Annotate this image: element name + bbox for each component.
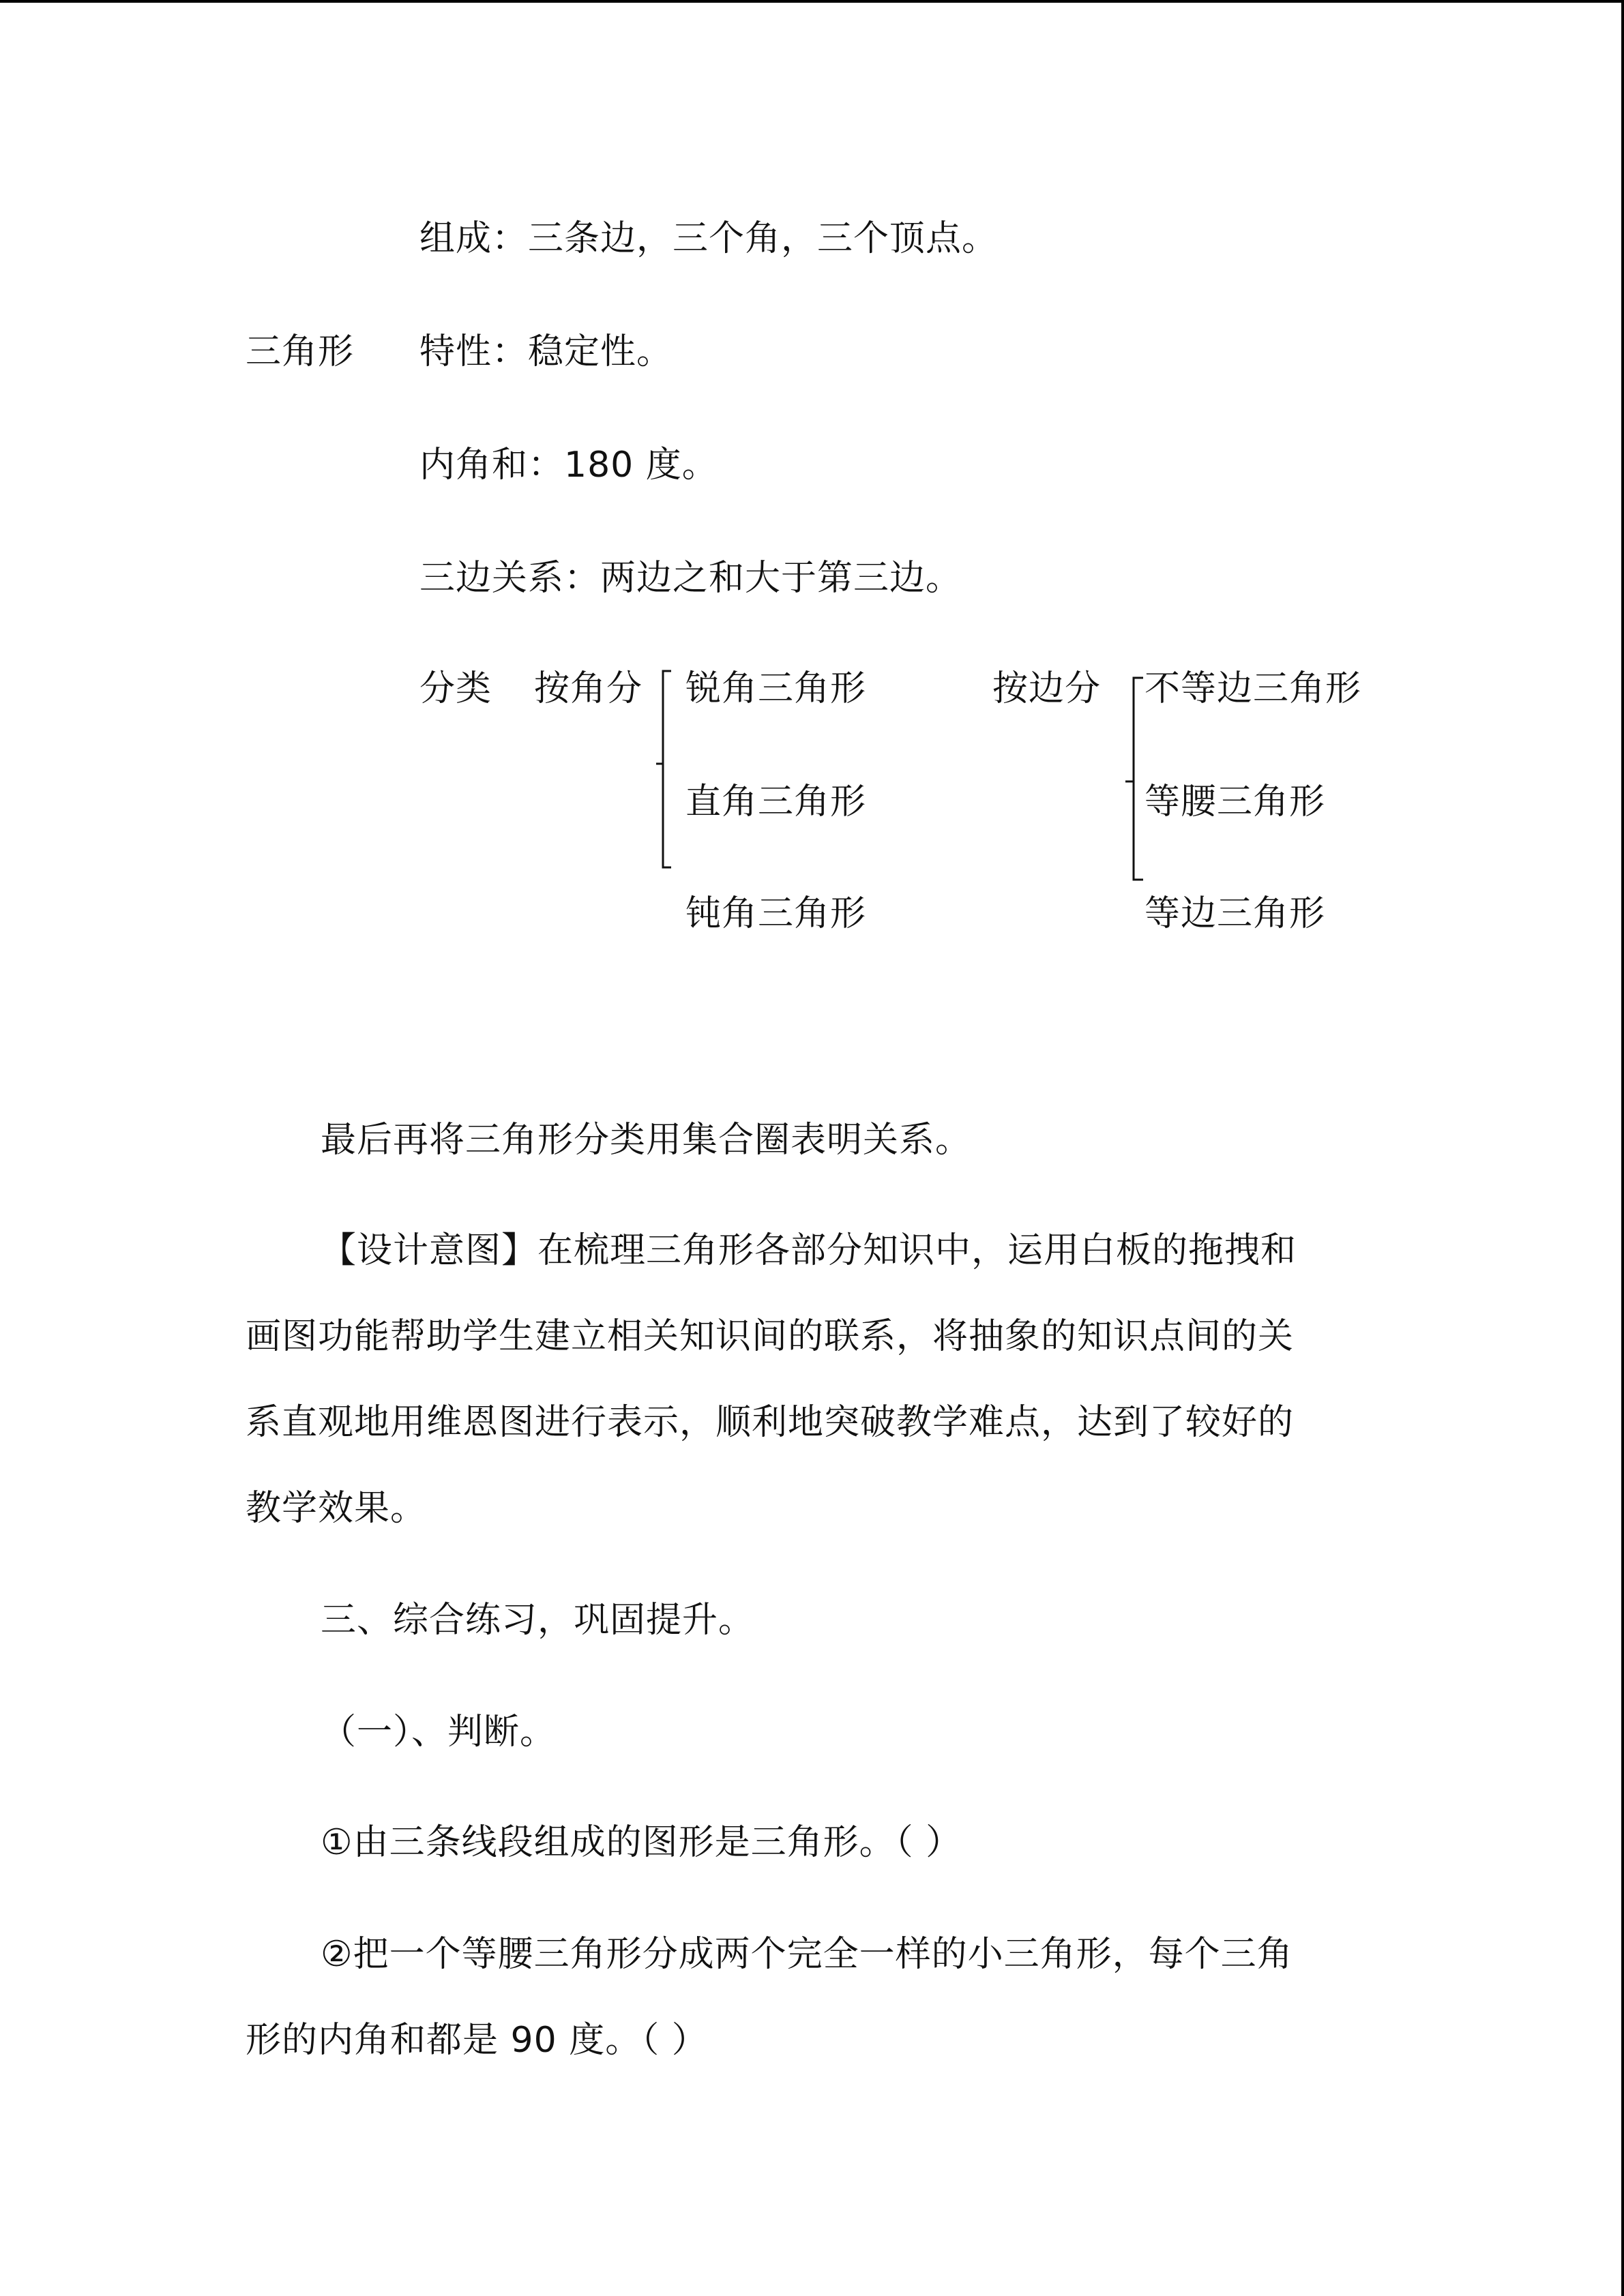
section-three-heading: 三、综合练习，巩固提升。 (321, 1600, 755, 1641)
design-intent-line-3: 系直观地用维恩图进行表示，顺利地突破教学难点，达到了较好的 (246, 1402, 1295, 1443)
question-2-line-1: ②把一个等腰三角形分成两个完全一样的小三角形，每个三角 (321, 1934, 1293, 1975)
judge-heading: （一）、判断。 (321, 1712, 557, 1753)
acute-triangle: 锐角三角形 (685, 668, 867, 709)
triangle-label: 三角形 (246, 331, 355, 372)
property-line: 特性：稳定性。 (419, 331, 673, 372)
by-side-label: 按边分 (992, 668, 1102, 709)
obtuse-triangle: 钝角三角形 (685, 893, 867, 934)
by-angle-brace (655, 668, 682, 873)
question-2-line-2: 形的内角和都是 90 度。（ ） (246, 2020, 708, 2061)
page-right-border (1621, 0, 1624, 2296)
by-side-brace (1119, 675, 1146, 886)
side-relation-line: 三边关系：两边之和大于第三边。 (419, 558, 962, 599)
scalene-triangle: 不等边三角形 (1145, 668, 1362, 709)
design-intent-line-2: 画图功能帮助学生建立相关知识间的联系，将抽象的知识点间的关 (246, 1316, 1295, 1357)
composition-line: 组成：三条边，三个角，三个顶点。 (419, 218, 999, 259)
by-angle-label: 按角分 (534, 668, 643, 709)
classification-label: 分类 (419, 668, 492, 709)
isosceles-triangle: 等腰三角形 (1145, 781, 1326, 822)
equilateral-triangle: 等边三角形 (1145, 893, 1326, 934)
design-intent-line-4: 教学效果。 (246, 1488, 427, 1529)
question-1: ①由三条线段组成的图形是三角形。（ ） (321, 1822, 962, 1863)
venn-paragraph: 最后再将三角形分类用集合圈表明关系。 (321, 1120, 972, 1161)
design-intent-line-1: 【设计意图】在梳理三角形各部分知识中，运用白板的拖拽和 (321, 1230, 1297, 1271)
angle-sum-line: 内角和：180 度。 (419, 445, 718, 486)
page-top-border (0, 0, 1624, 3)
right-triangle: 直角三角形 (685, 781, 867, 822)
